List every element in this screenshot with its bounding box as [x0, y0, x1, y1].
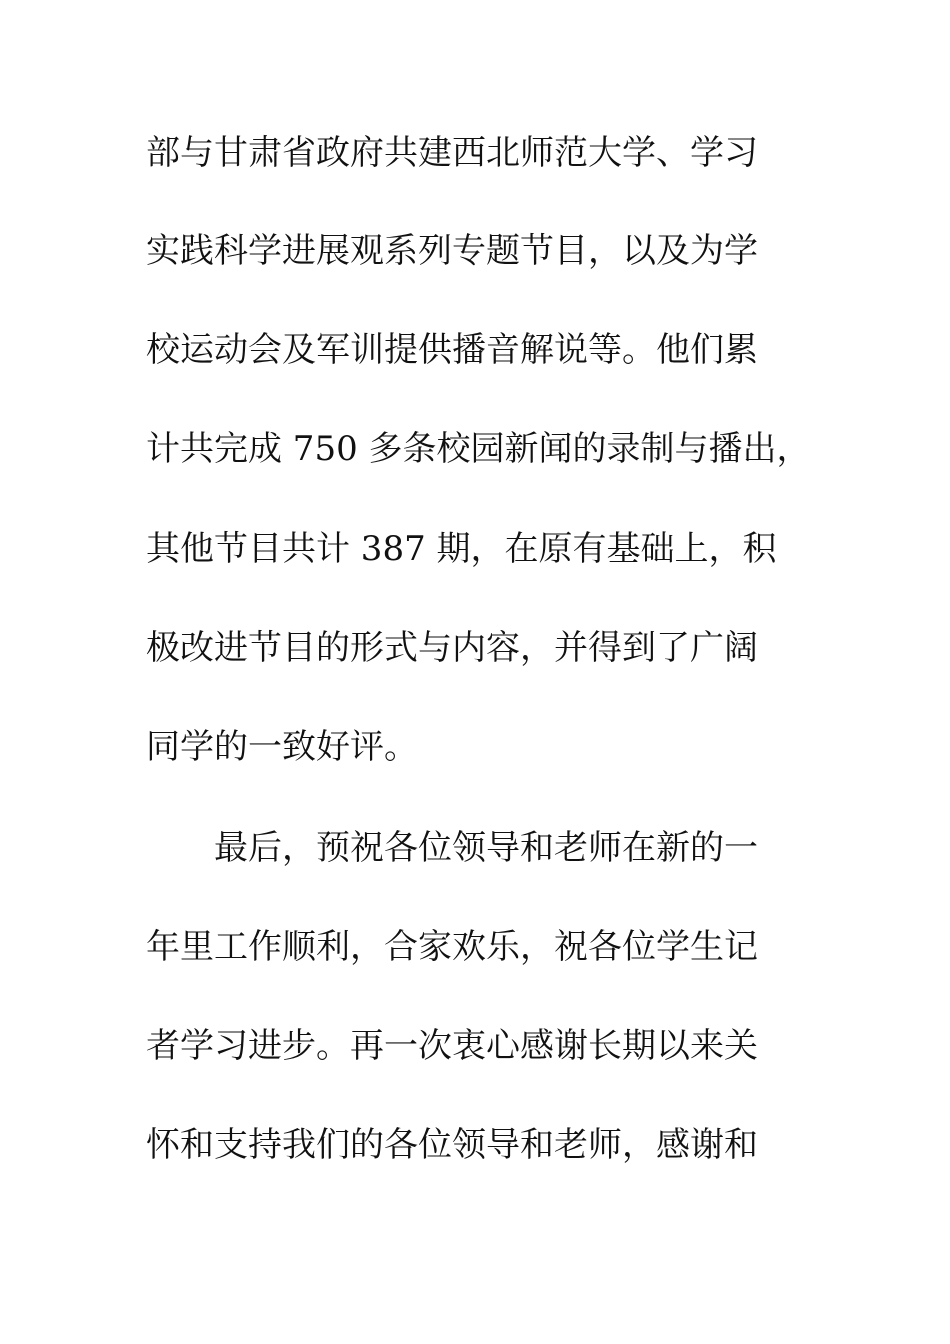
paragraph-2-line-1: 最后，预祝各位领导和老师在新的一 — [214, 828, 758, 868]
paragraph-1-line-2: 实践科学进展观系列专题节目，以及为学 — [146, 231, 758, 271]
paragraph-1-line-3: 校运动会及军训提供播音解说等。他们累 — [146, 330, 758, 370]
paragraph-1-line-6: 极改进节目的形式与内容，并得到了广阔 — [146, 628, 758, 668]
paragraph-1-line-5: 其他节目共计 387 期，在原有基础上，积 — [146, 529, 777, 569]
paragraph-1-line-4: 计共完成 750 多条校园新闻的录制与播出， — [146, 429, 811, 469]
paragraph-2-line-2: 年里工作顺利，合家欢乐，祝各位学生记 — [146, 927, 758, 967]
paragraph-1-line-1: 部与甘肃省政府共建西北师范大学、学习 — [146, 133, 758, 173]
paragraph-2-line-3: 者学习进步。再一次衷心感谢长期以来关 — [146, 1026, 758, 1066]
paragraph-1-line-7: 同学的一致好评。 — [146, 727, 418, 767]
paragraph-2-line-4: 怀和支持我们的各位领导和老师，感谢和 — [146, 1125, 758, 1165]
